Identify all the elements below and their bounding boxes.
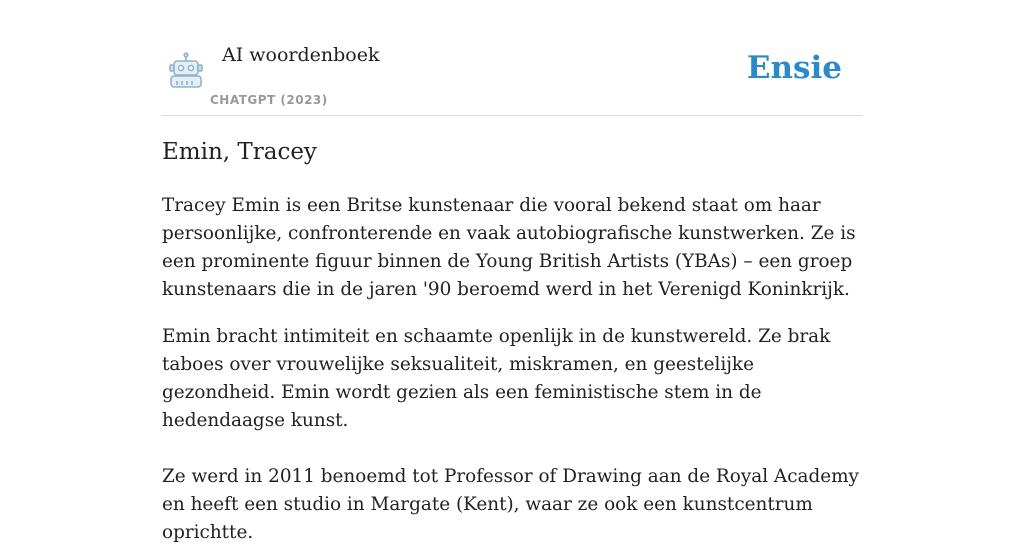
entry-paragraph: Tracey Emin is een Britse kunstenaar die vooral bekend staat om haar persoonlijke, confronterende en vaak autobiografische kunstwerken. Ze is een prominente figuur binnen de Young British Artists (YBAs) – een groep kunstenaars die in de jaren '90 beroemd werd in het Verenigd Koninkrijk. [162,195,856,300]
entry-content [162,192,862,547]
dictionary-title[interactable]: AI woordenboek [222,44,380,66]
ensie-logo-link[interactable]: Ensie [746,50,842,86]
entry-title: Emin, Tracey [162,139,317,165]
dictionary-source: CHATGPT (2023) [210,93,328,107]
header [162,0,862,116]
entry-paragraph: Ze werd in 2011 benoemd tot Professor of Drawing aan de Royal Academy en heeft een studio in Margate (Kent), waar ze ook een kunstcentrum oprichtte. [162,466,859,543]
entry-paragraph: Emin bracht intimiteit en schaamte openlijk in de kunstwereld. Ze brak taboes over vrouwelijke seksualiteit, miskramen, en geestelijke gezondheid. Emin wordt gezien als een feministische stem in de hedendaagse kunst. [162,326,831,431]
robot-icon [166,52,206,90]
